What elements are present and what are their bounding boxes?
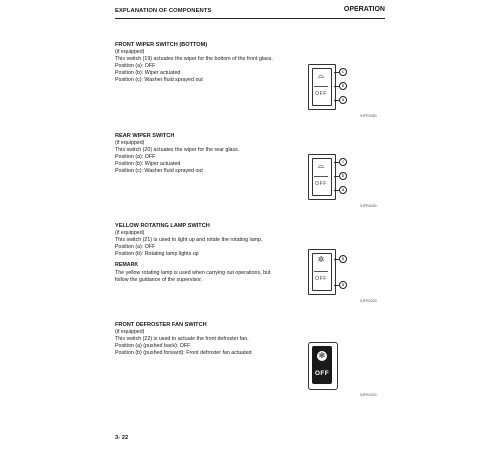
section-line: Position (a): OFF bbox=[115, 244, 156, 251]
remark-line: follow the guidance of the supervisor. bbox=[115, 276, 203, 283]
section-line: This switch (21) is used to light up and rotate the rotating lamp. bbox=[115, 237, 263, 244]
callout-b: b bbox=[339, 255, 347, 263]
section-line: (if equipped) bbox=[115, 230, 145, 237]
section-defroster-fan bbox=[115, 322, 275, 357]
section-title: FRONT DEFROSTER FAN SWITCH bbox=[115, 322, 207, 328]
section-rotating-lamp bbox=[115, 223, 275, 284]
section-line: Position (b): Rotating lamp lights up bbox=[115, 251, 199, 258]
callout-a: a bbox=[339, 186, 347, 194]
figure-code: 9JFR0080 bbox=[360, 114, 377, 118]
section-line: (if equipped) bbox=[115, 49, 145, 56]
section-line: Position (b) (pushed forward): Front defroster fan actuated bbox=[115, 350, 252, 357]
rear-wiper-symbol-icon: ⌓ bbox=[317, 161, 325, 170]
callout-a: a bbox=[339, 96, 347, 104]
section-line: Position (c): Washer fluid sprayed out bbox=[115, 77, 203, 84]
callout-b: b bbox=[339, 172, 347, 180]
section-line: Position (a): OFF bbox=[115, 63, 156, 70]
header-rule bbox=[115, 18, 385, 19]
wiper-symbol-icon: ⌓ bbox=[317, 71, 325, 80]
figure-rotating-lamp-switch bbox=[300, 245, 390, 305]
off-label: OFF bbox=[315, 181, 327, 187]
section-line: Position (a) (pushed back): OFF bbox=[115, 343, 191, 350]
callout-b: b bbox=[339, 82, 347, 90]
rocker-divider bbox=[314, 86, 328, 87]
off-label: OFF bbox=[315, 91, 327, 97]
section-rear-wiper bbox=[115, 133, 275, 176]
section-line: (if equipped) bbox=[115, 329, 145, 336]
remark-line: The yellow rotating lamp is used when carrying out operations, but bbox=[115, 269, 271, 276]
section-title: YELLOW ROTATING LAMP SWITCH bbox=[115, 223, 210, 229]
section-line: Position (b): Wiper actuated bbox=[115, 70, 181, 77]
section-line: This switch (20) actuates the wiper for the rear glass. bbox=[115, 147, 240, 154]
callout-c: c bbox=[339, 68, 347, 76]
section-line: This switch (19) actuates the wiper for the bottom of the front glass. bbox=[115, 56, 273, 63]
running-header-right: OPERATION bbox=[343, 6, 385, 13]
section-title: FRONT WIPER SWITCH (BOTTOM) bbox=[115, 42, 208, 48]
rocker-divider bbox=[314, 271, 328, 272]
off-label: OFF bbox=[315, 276, 327, 282]
section-title: REAR WIPER SWITCH bbox=[115, 133, 175, 139]
section-line: Position (a): OFF bbox=[115, 154, 156, 161]
page-number: 3- 22 bbox=[115, 435, 129, 441]
figure-code: 9JFR0023 bbox=[360, 299, 377, 303]
callout-c: c bbox=[339, 158, 347, 166]
off-label: OFF bbox=[314, 370, 330, 377]
figure-code: 9JFR0024 bbox=[360, 393, 377, 397]
callout-a: a bbox=[339, 281, 347, 289]
section-line: (if equipped) bbox=[115, 140, 145, 147]
figure-defroster-fan-switch bbox=[300, 338, 390, 400]
figure-code: 9JFR0080 bbox=[360, 204, 377, 208]
section-line: This switch (22) is used to actuate the front defroster fan. bbox=[115, 336, 249, 343]
remark-title: REMARK bbox=[115, 262, 139, 269]
running-header-left: EXPLANATION OF COMPONENTS bbox=[115, 8, 212, 14]
section-line: Position (b): Wiper actuated bbox=[115, 161, 181, 168]
fan-icon: ✻ bbox=[318, 351, 326, 360]
section-line: Position (c): Washer fluid sprayed out bbox=[115, 168, 203, 175]
figure-front-wiper-switch bbox=[300, 60, 390, 120]
rocker-divider bbox=[314, 176, 328, 177]
section-front-wiper bbox=[115, 42, 275, 85]
figure-rear-wiper-switch bbox=[300, 150, 390, 210]
rotating-lamp-symbol-icon: ✲ bbox=[317, 255, 325, 264]
